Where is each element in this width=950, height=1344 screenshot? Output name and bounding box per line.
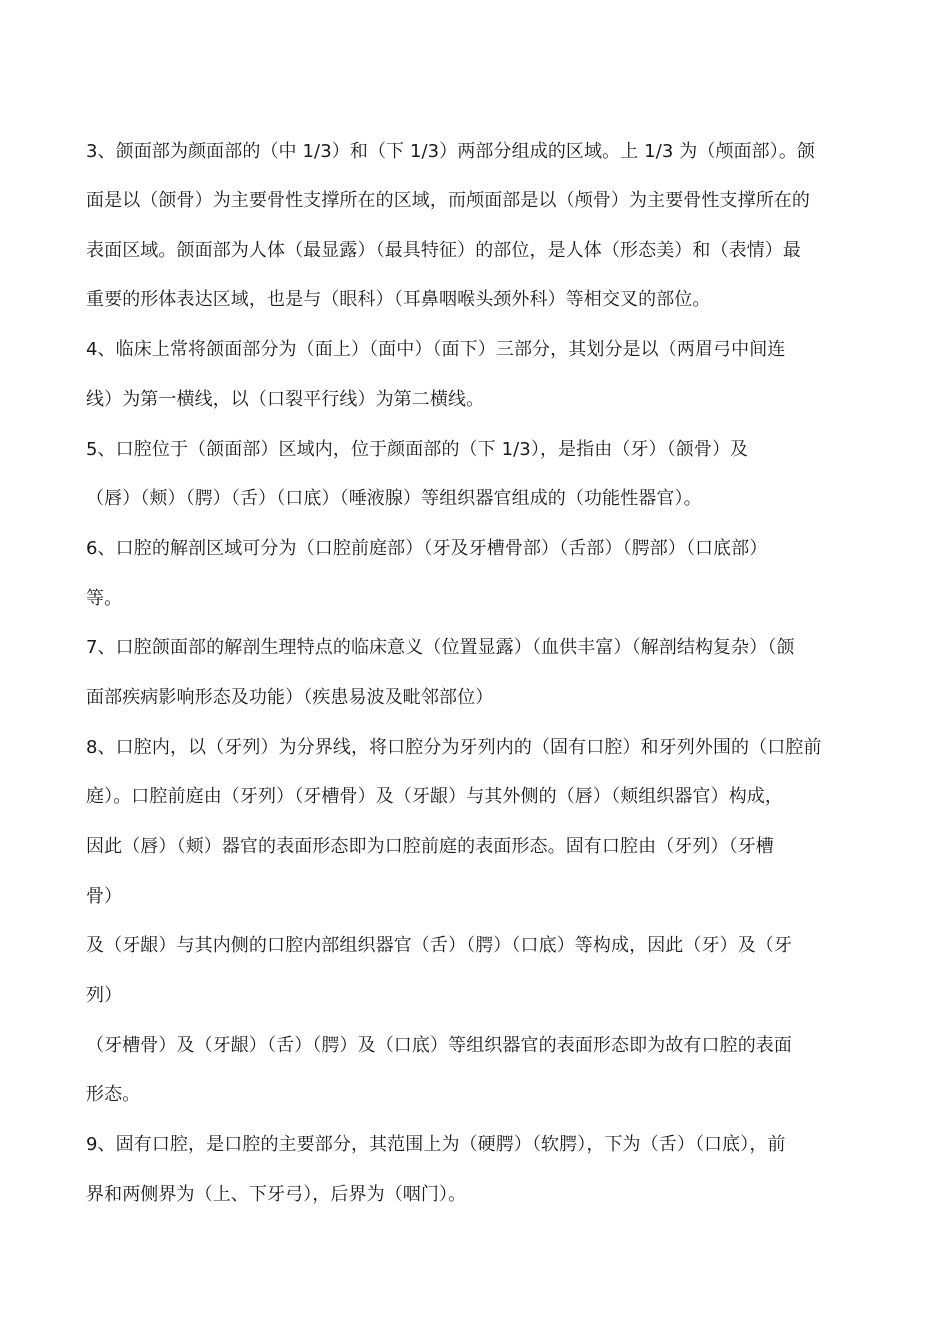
text-line: 及（牙龈）与其内侧的口腔内部组织器官（舌）（腭）（口底）等构成，因此（牙）及（牙 xyxy=(86,935,792,956)
text-line: 5、口腔位于（颌面部）区域内，位于颜面部的（下 1/3），是指由（牙）（颌骨）及 xyxy=(86,439,749,460)
text-line: （牙槽骨）及（牙龈）（舌）（腭）及（口底）等组织器官的表面形态即为故有口腔的表面 xyxy=(86,1035,792,1056)
text-line: 界和两侧界为（上、下牙弓），后界为（咽门）。 xyxy=(86,1184,467,1205)
text-line: 列） xyxy=(86,985,123,1006)
text-line: 形态。 xyxy=(86,1084,141,1105)
text-line: 重要的形体表达区域，也是与（眼科）（耳鼻咽喉头颈外科）等相交叉的部位。 xyxy=(86,289,711,310)
text-line: 9、固有口腔，是口腔的主要部分，其范围上为（硬腭）（软腭），下为（舌）（口底），前 xyxy=(86,1134,786,1155)
text-line: 6、口腔的解剖区域可分为（口腔前庭部）（牙及牙槽骨部）（舌部）（腭部）（口底部） xyxy=(86,538,768,559)
text-line: 骨） xyxy=(86,886,123,907)
text-line: 7、口腔颌面部的解剖生理特点的临床意义（位置显露）（血供丰富）（解剖结构复杂）（颌 xyxy=(86,637,795,658)
text-line: （唇）（颊）（腭）（舌）（口底）（唾液腺）等组织器官组成的（功能性器官）。 xyxy=(86,488,702,509)
text-line: 8、口腔内，以（牙列）为分界线，将口腔分为牙列内的（固有口腔）和牙列外围的（口腔前 xyxy=(86,737,822,758)
text-line: 线）为第一横线，以（口裂平行线）为第二横线。 xyxy=(86,389,485,410)
text-line: 3、颌面部为颜面部的（中 1/3）和（下 1/3）两部分组成的区域。上 1/3 为（颅面部）。颌 xyxy=(86,141,816,162)
text-line: 面是以（颌骨）为主要骨性支撑所在的区域，而颅面部是以（颅骨）为主要骨性支撑所在的 xyxy=(86,190,810,211)
text-line: 面部疾病影响形态及功能）（疾患易波及毗邻部位） xyxy=(86,687,494,708)
text-line: 等。 xyxy=(86,588,123,609)
text-line: 因此（唇）（颊）器官的表面形态即为口腔前庭的表面形态。固有口腔由（牙列）（牙槽 xyxy=(86,836,774,857)
text-line: 表面区域。颌面部为人体（最显露）（最具特征）的部位，是人体（形态美）和（表情）最 xyxy=(86,240,801,261)
text-line: 庭）。口腔前庭由（牙列）（牙槽骨）及（牙龈）与其外侧的（唇）（颊组织器官）构成， xyxy=(86,786,783,807)
text-line: 4、临床上常将颌面部分为（面上）（面中）（面下）三部分，其划分是以（两眉弓中间连 xyxy=(86,339,786,360)
